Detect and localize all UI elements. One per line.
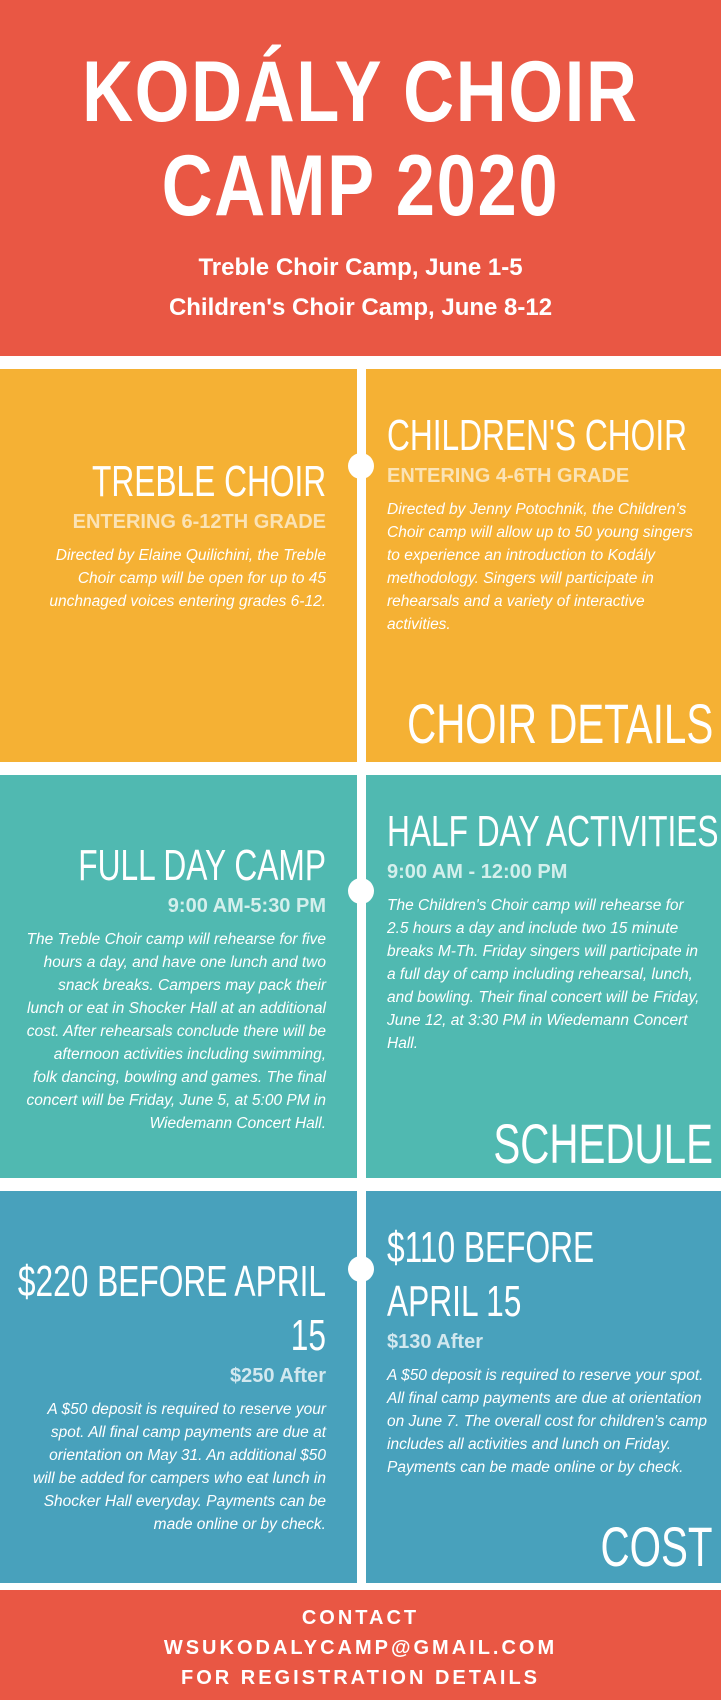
title-line-2-text: CAMP 2020	[161, 138, 560, 234]
treble-choir-title-text: TREBLE CHOIR	[91, 457, 326, 506]
full-day-camp-title-text: FULL DAY CAMP	[78, 841, 326, 890]
childrens-choir-title	[387, 409, 707, 463]
half-day-time: 9:00 AM - 12:00 PM	[387, 861, 568, 883]
childrens-choir-title-text: CHILDREN'S CHOIR	[387, 411, 688, 460]
full-day-camp-description: The Treble Choir camp will rehearse for five hours a day, and have one lunch and two snack breaks. Campers may pack their lunch or eat in Shocker Hall at an additional cost. After rehearsals conclude there will be afternoon activities including swimming, folk dancing, bowling and games. The final concert will be Friday, June 5, at 5:00 PM in Wiedemann Concert Hall.	[26, 931, 326, 1132]
treble-choir-grade: ENTERING 6-12TH GRADE	[72, 511, 326, 533]
title-line-2	[0, 139, 721, 233]
half-day-description: The Children's Choir camp will rehearse for 2.5 hours a day and include two 15 minute breaks M-Th. Friday singers will participate in a full day of camp including rehearsal, lunch, and bowling. Their final concert will be Friday, June 12, at 3:30 PM in Wiedemann Concert Hall.	[387, 897, 700, 1052]
half-day-title-text: HALF DAY ACTIVITIES	[387, 807, 719, 856]
timeline-divider	[357, 356, 366, 1590]
timeline-dot	[348, 1256, 374, 1282]
cost-heading-text: COST	[600, 1515, 713, 1578]
treble-cost-block	[17, 1255, 326, 1536]
timeline-dot	[348, 878, 374, 904]
registration-details: FOR REGISTRATION DETAILS	[180, 1667, 541, 1689]
title-line-1-text: KODÁLY CHOIR	[82, 44, 639, 140]
childrens-choir-description: Directed by Jenny Potochnik, the Children's Choir camp will allow up to 50 young singers to experience an introduction to Kodály methodology. Singers will participate in rehearsals and a variety of interactive activities.	[387, 501, 693, 633]
treble-cost-after: $250 After	[230, 1365, 326, 1387]
half-day-title	[387, 805, 719, 859]
full-day-camp-block	[26, 839, 326, 1135]
childrens-choir-block	[387, 409, 707, 636]
childrens-cost-title-line-1: $110 BEFORE	[387, 1223, 595, 1272]
subtitle-children: Children's Choir Camp, June 8-12	[168, 294, 553, 321]
treble-choir-description: Directed by Elaine Quilichini, the Treble Choir camp will be open for up to 45 unchnaged voices entering grades 6-12.	[49, 547, 326, 610]
childrens-cost-block	[387, 1221, 707, 1479]
subtitle-treble: Treble Choir Camp, June 1-5	[198, 254, 523, 281]
half-day-block	[387, 805, 719, 1055]
childrens-choir-grade: ENTERING 4-6TH GRADE	[387, 465, 630, 487]
childrens-cost-title-line-2: APRIL 15	[387, 1277, 522, 1326]
timeline-dot	[348, 453, 374, 479]
title-line-1	[0, 45, 721, 139]
schedule-heading	[408, 1114, 713, 1174]
treble-choir-title	[26, 455, 326, 509]
header	[0, 0, 721, 356]
treble-cost-title	[17, 1255, 326, 1363]
cost-heading	[557, 1517, 713, 1577]
full-day-camp-title	[26, 839, 326, 893]
choir-details-heading-text: CHOIR DETAILS	[406, 692, 713, 755]
full-day-camp-time: 9:00 AM-5:30 PM	[167, 895, 326, 917]
schedule-heading-text: SCHEDULE	[493, 1112, 713, 1175]
contact-label: CONTACT	[301, 1607, 420, 1629]
childrens-cost-description: A $50 deposit is required to reserve your spot. All final camp payments are due at orientation on June 7. The overall cost for children's camp includes all activities and lunch on Friday. Payments can be made online or by check.	[387, 1367, 708, 1476]
treble-cost-title-line-1: $220 BEFORE APRIL	[17, 1257, 326, 1306]
treble-cost-title-line-2: 15	[290, 1311, 326, 1360]
childrens-cost-after: $130 After	[387, 1331, 483, 1353]
choir-details-heading	[288, 694, 713, 754]
treble-cost-description: A $50 deposit is required to reserve your spot. All final camp payments are due at orientation on May 31. An additional $50 will be added for campers who eat lunch in Shocker Hall everyday. Payments can be made online or by check.	[33, 1401, 326, 1533]
footer-contact	[0, 1590, 721, 1700]
childrens-cost-title	[387, 1221, 707, 1329]
contact-email[interactable]: WSUKODALYCAMP@GMAIL.COM	[163, 1637, 558, 1659]
treble-choir-block	[26, 455, 326, 613]
